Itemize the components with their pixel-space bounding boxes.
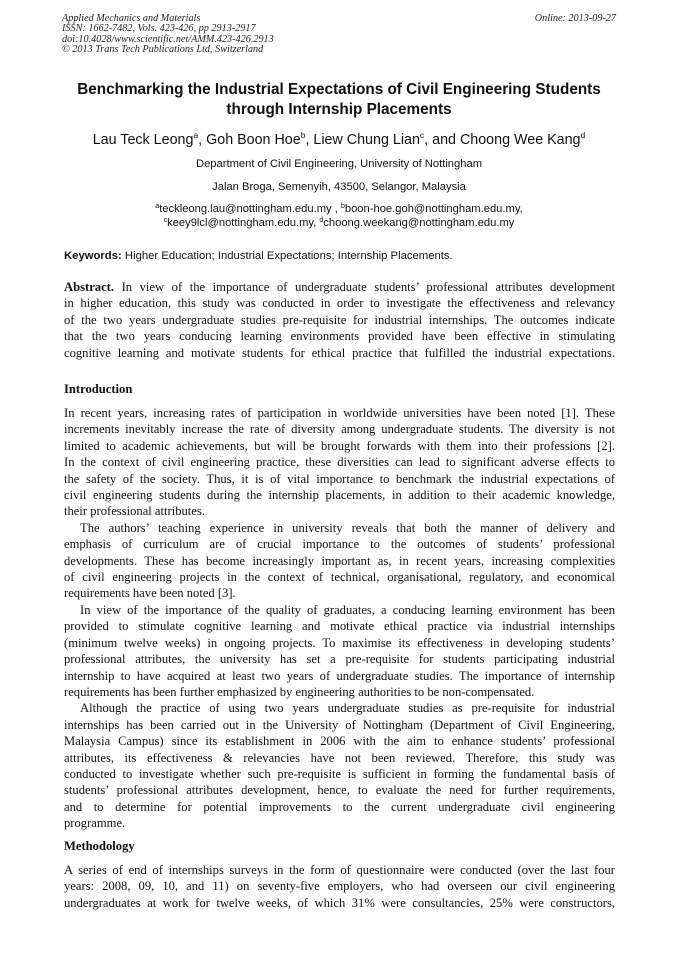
copyright-line: © 2013 Trans Tech Publications Ltd, Switzerland — [62, 44, 264, 56]
text-line: their professional attributes. — [64, 504, 205, 519]
text-line: Although the practice of using two years undergraduate studies as pre-requisite for industrial — [80, 701, 615, 716]
abstract-line: that the two years conducing learning environments provided have been effective in stimulating — [64, 329, 615, 344]
text-line: In recent years, increasing rates of participation in worldwide universities have been noted [1]. These — [64, 406, 615, 420]
affiliation-address: Jalan Broga, Semenyih, 43500, Selangor, Malaysia — [212, 181, 466, 193]
abstract-line: of the two years undergraduate studies pre-requisite for industrial internships. The outcomes indicate — [64, 312, 615, 327]
email-line-1 — [30, 202, 648, 216]
text-line: provided to stimulate cognitive learning and motivate ethical practice via industrial internships — [64, 619, 615, 634]
journal-name: Applied Mechanics and Materials — [62, 13, 201, 24]
methodology-body — [64, 862, 615, 911]
author-affiliation-mark: a — [193, 130, 199, 140]
text-line: and to determine for potential improvements to the current undergraduate civil engineering — [64, 799, 615, 814]
text-line: of civil engineering projects in the context of technical, organisational, regulatory, and economical — [64, 570, 615, 585]
text-line: professional attributes, the university has set a pre-requisite for students participating industrial — [64, 652, 615, 667]
text-line: undergraduates at work for twelve weeks, of which 31% were consultancies, 25% were constructors, — [64, 895, 615, 910]
text-line: internships has been carried out in the University of Nottingham (Department of Civil Engineering, — [64, 717, 615, 732]
issn-line: ISSN: 1662-7482, Vols. 423-426, pp 2913-2917 — [62, 23, 256, 35]
doi-line: doi:10.4028/www.scientific.net/AMM.423-426.2913 — [62, 33, 274, 45]
author-name: Goh Boon Hoe — [206, 132, 301, 148]
author-name: Lau Teck Leong — [92, 132, 194, 148]
keywords — [64, 249, 453, 263]
email-separator: , — [331, 203, 341, 215]
section-heading-introduction: Introduction — [64, 382, 133, 396]
text-line: programme. — [64, 816, 126, 831]
abstract — [64, 279, 615, 361]
author-affiliation-mark: b — [300, 130, 306, 140]
text-line: developments. These has become increasingly important as, in recent years, increasing complexities — [64, 553, 615, 568]
author-separator: , and — [424, 132, 460, 148]
text-line: Malaysia Campus) since its establishment in 2006 with the aim to enhance students’ professional — [64, 734, 615, 749]
keywords-text: Higher Education; Industrial Expectations; Internship Placements. — [121, 250, 453, 262]
text-line: In view of the importance of the quality of graduates, a conducing learning environment has been — [80, 602, 615, 617]
author-list — [30, 131, 648, 149]
title-line-2: through Internship Placements — [226, 101, 452, 118]
text-line: emphasis of curriculum are of crucial importance to the outcomes of students’ professional — [64, 537, 615, 552]
text-line: the safety of the society. Thus, it is of vital importance to benchmark the industrial expectations of — [64, 471, 615, 486]
abstract-label: Abstract. — [64, 280, 115, 294]
abstract-text: In view of the importance of undergraduate students’ professional attributes development — [114, 280, 615, 294]
text-line: (minimum twelve weeks) in ongoing projects. To maximise its effectiveness in developing students’ — [64, 635, 615, 650]
author-name: Choong Wee Kang — [459, 132, 581, 148]
introduction-body — [64, 405, 615, 832]
email-link[interactable]: keey9lcl@nottingham.edu.my, — [167, 217, 317, 229]
email-link[interactable]: choong.weekang@nottingham.edu.my — [323, 217, 515, 229]
section-heading-methodology: Methodology — [64, 839, 135, 853]
author-name: Liew Chung Lian — [313, 132, 420, 148]
email-line-2 — [30, 216, 648, 230]
text-line: conducted to investigate whether such pre-requisite is sufficient in forming the fundamental basis of — [64, 766, 615, 781]
email-mark: a — [155, 203, 160, 210]
abstract-line: in higher education, this study was conducted in order to investigate the effectiveness and relevancy — [64, 296, 615, 311]
text-line: civil engineering students during the internship placements, in addition to their academic knowledge, — [64, 488, 615, 503]
abstract-line — [64, 279, 615, 295]
email-link[interactable]: boon-hoe.goh@nottingham.edu.my, — [344, 203, 523, 215]
abstract-line: cognitive learning and motivate students for ethical practice that fulfilled the industrial expectations. — [64, 345, 615, 360]
email-mark: c — [163, 217, 168, 224]
text-line: increments inevitably increase the rate of diversity among undergraduate students. The diversity is not — [64, 422, 615, 437]
online-date: Online: 2013-09-27 — [534, 13, 616, 24]
journal-header — [62, 14, 274, 56]
text-line: The authors’ teaching experience in university reveals that both the manner of delivery and — [80, 520, 615, 535]
paper-title — [40, 80, 638, 120]
keywords-label: Keywords: — [64, 250, 122, 262]
text-line: In the context of civil engineering practice, these diversities can lead to significant adverse effects to — [64, 455, 615, 470]
email-mark: d — [319, 217, 324, 224]
text-line: students’ professional attributes development, hence, to evaluate the need for further requirements, — [64, 783, 615, 798]
text-line: requirements has been further emphasized by engineering authorities to be non-compensated. — [64, 684, 535, 699]
affiliation-department: Department of Civil Engineering, University of Nottingham — [195, 158, 483, 170]
title-line-1: Benchmarking the Industrial Expectations of Civil Engineering Students — [77, 81, 601, 98]
text-line: attributes, its effectiveness & relevancies have not been reviewed. Therefore, this study was — [64, 750, 615, 765]
text-line: years: 2008, 09, 10, and 11) on seventy-five employers, who had overseen our civil engineering — [64, 879, 615, 894]
author-separator: , — [305, 132, 314, 148]
text-line: internship to have acquired at least two years of undergraduate studies. The importance of internship — [64, 668, 615, 683]
email-link[interactable]: teckleong.lau@nottingham.edu.my — [159, 203, 332, 215]
text-line: requirements have been noted [3]. — [64, 586, 236, 601]
author-affiliation-mark: d — [580, 130, 586, 140]
author-affiliation-mark: c — [419, 130, 425, 140]
author-separator: , — [198, 132, 207, 148]
email-mark: b — [340, 203, 345, 210]
text-line: A series of end of internships surveys in the form of questionnaire were conducted (over the last four — [64, 863, 615, 877]
text-line: limited to academic achievements, but will be brought forwards with them into their professions [2]. — [64, 438, 615, 453]
